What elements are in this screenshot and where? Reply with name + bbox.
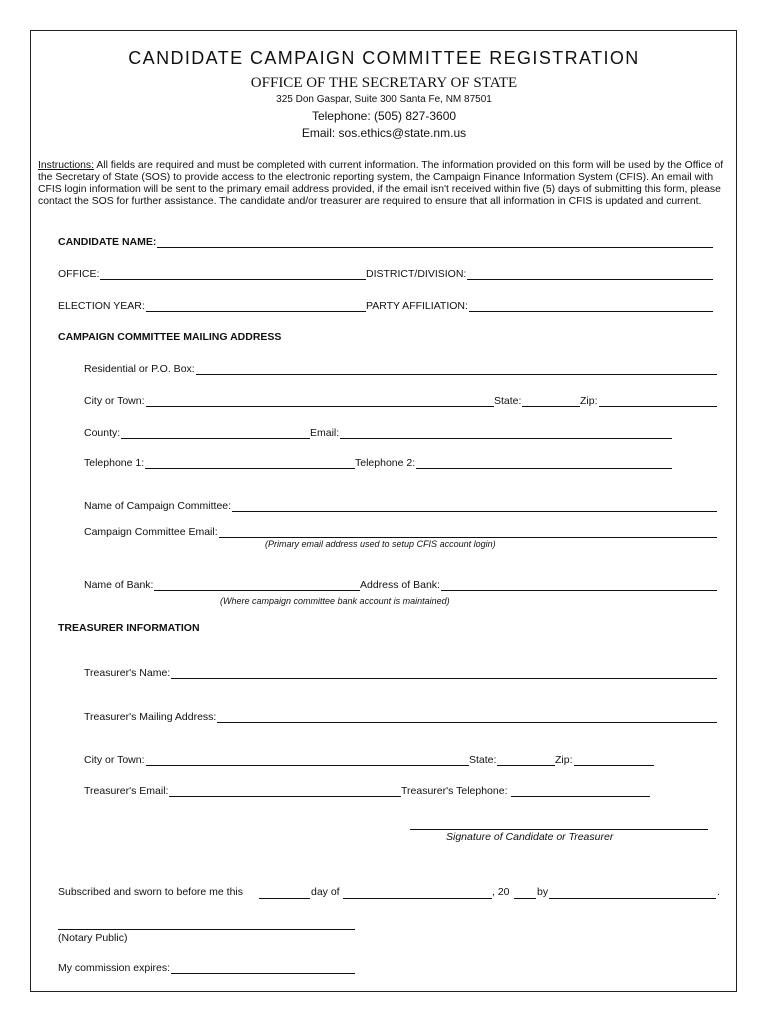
election-year-label: ELECTION YEAR: [58,300,145,312]
office-address: 325 Don Gaspar, Suite 300 Santa Fe, NM 87501 [276,94,492,105]
day-line[interactable] [259,898,310,899]
candidate-name-label: CANDIDATE NAME: [58,236,157,248]
treasurer-telephone-field[interactable] [401,785,650,797]
committee-email-field-short[interactable] [310,427,672,439]
month-line[interactable] [343,898,492,899]
election-year-field[interactable] [58,300,366,312]
treasurer-city-line[interactable] [146,755,470,766]
treasurer-zip-line[interactable] [574,755,654,766]
residential-label: Residential or P.O. Box: [84,363,195,375]
treasurer-mailing-field[interactable] [84,711,717,723]
county-field[interactable] [84,427,310,439]
committee-name-field[interactable] [84,500,717,512]
treasurer-telephone-label: Treasurer's Telephone: [401,785,508,797]
treasurer-telephone-line[interactable] [511,786,650,797]
treasurer-city-field[interactable] [84,754,469,766]
treasurer-zip-field[interactable] [555,754,654,766]
bank-address-field[interactable] [360,579,717,591]
zip-label: Zip: [580,395,598,407]
committee-email-field[interactable] [84,526,717,538]
day-of-label: day of [311,886,340,898]
form-title: CANDIDATE CAMPAIGN COMMITTEE REGISTRATION [128,48,640,68]
by-label: by [537,886,549,898]
residential-line[interactable] [196,364,717,375]
bank-name-label: Name of Bank: [84,579,154,591]
treasurer-name-label: Treasurer's Name: [84,667,171,679]
treasurer-email-field[interactable] [84,785,401,797]
treasurer-name-field[interactable] [84,667,717,679]
bank-name-line[interactable] [154,580,360,591]
treasurer-heading: TREASURER INFORMATION [58,622,200,634]
telephone2-field[interactable] [355,457,672,469]
bank-hint: (Where campaign committee bank account is maintained) [220,596,450,606]
committee-name-line[interactable] [232,501,717,512]
party-field[interactable] [366,300,713,312]
office-telephone: Telephone: (505) 827-3600 [311,109,457,123]
sworn-prefix: Subscribed and sworn to before me this [58,886,244,898]
committee-name-label: Name of Campaign Committee: [84,500,232,512]
instructions-text: All fields are required and must be completed with current information. The information provided on this form will be used by the Office of the Secretary of State (SOS) to provide access to the electronic reporting system, the Campaign Finance Information System (CFIS). An email with CFIS login information will be sent to the primary email address provided, if the email isn't received within five (5) days of submitting this form, please contact the SOS for further assistance. The candidate and/or treasurer are required to ensure that all information in CFIS is updated and current. [38,160,724,207]
telephone1-label: Telephone 1: [84,457,145,469]
district-label: DISTRICT/DIVISION: [366,268,467,280]
signature-line[interactable] [410,829,708,830]
treasurer-city-label: City or Town: [84,754,145,766]
office-line[interactable] [100,269,366,280]
treasurer-mailing-line[interactable] [217,712,717,723]
committee-email-label: Campaign Committee Email: [84,526,218,538]
zip-line[interactable] [599,396,717,407]
notary-signature-line[interactable] [58,929,355,930]
city-label: City or Town: [84,395,145,407]
telephone2-line[interactable] [416,458,672,469]
treasurer-state-label: State: [469,754,497,766]
committee-email-hint: (Primary email address used to setup CFIS account login) [265,539,496,549]
state-field[interactable] [494,395,580,407]
telephone1-field[interactable] [84,457,355,469]
residential-field[interactable] [84,363,717,375]
treasurer-mailing-label: Treasurer's Mailing Address: [84,711,217,723]
treasurer-name-line[interactable] [171,668,717,679]
state-line[interactable] [522,396,580,407]
telephone2-label: Telephone 2: [355,457,416,469]
county-label: County: [84,427,121,439]
office-label: OFFICE: [58,268,100,280]
commission-field[interactable] [58,962,355,974]
committee-email-line[interactable] [219,527,717,538]
treasurer-zip-label: Zip: [555,754,573,766]
office-field[interactable] [58,268,366,280]
commission-line[interactable] [171,963,355,974]
signature-caption: Signature of Candidate or Treasurer [446,831,614,843]
party-line[interactable] [469,301,713,312]
instructions [38,160,730,208]
candidate-name-field[interactable] [58,236,713,248]
treasurer-state-line[interactable] [497,755,555,766]
instructions-label: Instructions: [38,160,95,171]
party-label: PARTY AFFILIATION: [366,300,468,312]
election-year-line[interactable] [146,301,366,312]
committee-heading: CAMPAIGN COMMITTEE MAILING ADDRESS [58,331,282,343]
bank-address-label: Address of Bank: [360,579,440,591]
bank-address-line[interactable] [441,580,717,591]
telephone1-line[interactable] [145,458,355,469]
candidate-name-line[interactable] [157,237,713,248]
county-line[interactable] [121,428,310,439]
bank-name-field[interactable] [84,579,360,591]
office-name: OFFICE OF THE SECRETARY OF STATE [250,75,518,91]
office-email: Email: sos.ethics@state.nm.us [301,126,467,140]
treasurer-state-field[interactable] [469,754,555,766]
city-field[interactable] [84,395,494,407]
year-line[interactable] [514,898,536,899]
year-prefix: , 20 [492,886,510,898]
sworn-period: . [717,886,720,898]
district-line[interactable] [467,269,713,280]
district-field[interactable] [366,268,713,280]
state-label: State: [494,395,522,407]
zip-field[interactable] [580,395,717,407]
by-line[interactable] [549,898,716,899]
city-line[interactable] [146,396,495,407]
treasurer-email-label: Treasurer's Email: [84,785,169,797]
notary-label: (Notary Public) [58,932,128,944]
email-line[interactable] [340,428,672,439]
commission-label: My commission expires: [58,962,171,974]
treasurer-email-line[interactable] [169,786,401,797]
email-label: Email: [310,427,340,439]
